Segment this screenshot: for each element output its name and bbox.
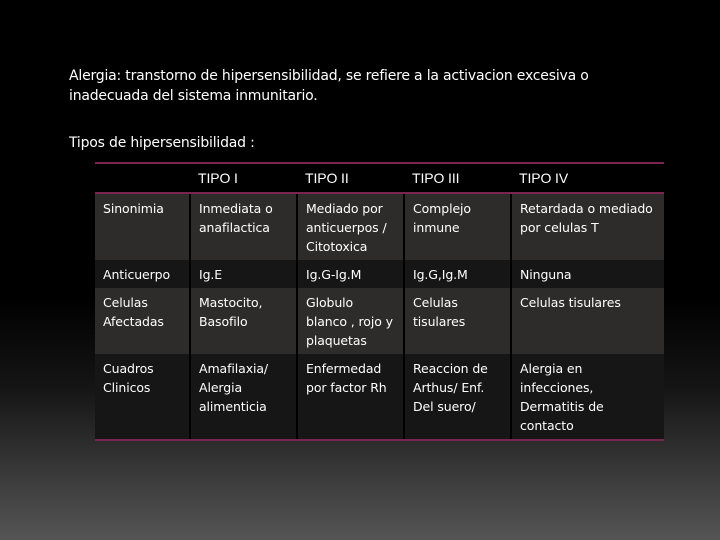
table-row-celulas (95, 288, 664, 354)
table-cell: Complejo inmune (404, 193, 511, 260)
table-cell: Ig.G,Ig.M (404, 260, 511, 288)
table-cell: Ig.E (190, 260, 297, 288)
header-tipo-4: TIPO IV (511, 163, 664, 193)
header-tipo-2: TIPO II (297, 163, 404, 193)
table-cell: Celulas tisulares (404, 288, 511, 354)
row-label: Cuadros Clinicos (95, 354, 190, 440)
section-subtitle: Tipos de hipersensibilidad : (69, 135, 255, 151)
table-cell: Globulo blanco , rojo y plaquetas (297, 288, 404, 354)
table-cell: Ninguna (511, 260, 664, 288)
table-row-anticuerpo (95, 260, 664, 288)
table-cell: Amafilaxia/ Alergia alimenticia (190, 354, 297, 440)
intro-line-1: Alergia: transtorno de hipersensibilidad, se refiere a la activacion excesiva o (69, 68, 589, 84)
row-label: Sinonimia (95, 193, 190, 260)
table-cell: Mastocito, Basofilo (190, 288, 297, 354)
header-tipo-3: TIPO III (404, 163, 511, 193)
hypersensitivity-table (95, 162, 664, 441)
header-tipo-1: TIPO I (190, 163, 297, 193)
table-row-sinonimia (95, 193, 664, 260)
table-row-cuadros (95, 354, 664, 440)
table-cell: Inmediata o anafilactica (190, 193, 297, 260)
table-cell: Alergia en infecciones, Dermatitis de contacto (511, 354, 664, 440)
table-cell: Retardada o mediado por celulas T (511, 193, 664, 260)
table-cell: Enfermedad por factor Rh (297, 354, 404, 440)
intro-paragraph (69, 66, 669, 106)
intro-line-2: inadecuada del sistema inmunitario. (69, 88, 318, 104)
table-cell: Mediado por anticuerpos / Citotoxica (297, 193, 404, 260)
table-cell: Ig.G-Ig.M (297, 260, 404, 288)
table-cell: Reaccion de Arthus/ Enf. Del suero/ (404, 354, 511, 440)
row-label: Anticuerpo (95, 260, 190, 288)
table-header-row (95, 163, 664, 193)
table-cell: Celulas tisulares (511, 288, 664, 354)
row-label: Celulas Afectadas (95, 288, 190, 354)
header-empty (95, 163, 190, 193)
